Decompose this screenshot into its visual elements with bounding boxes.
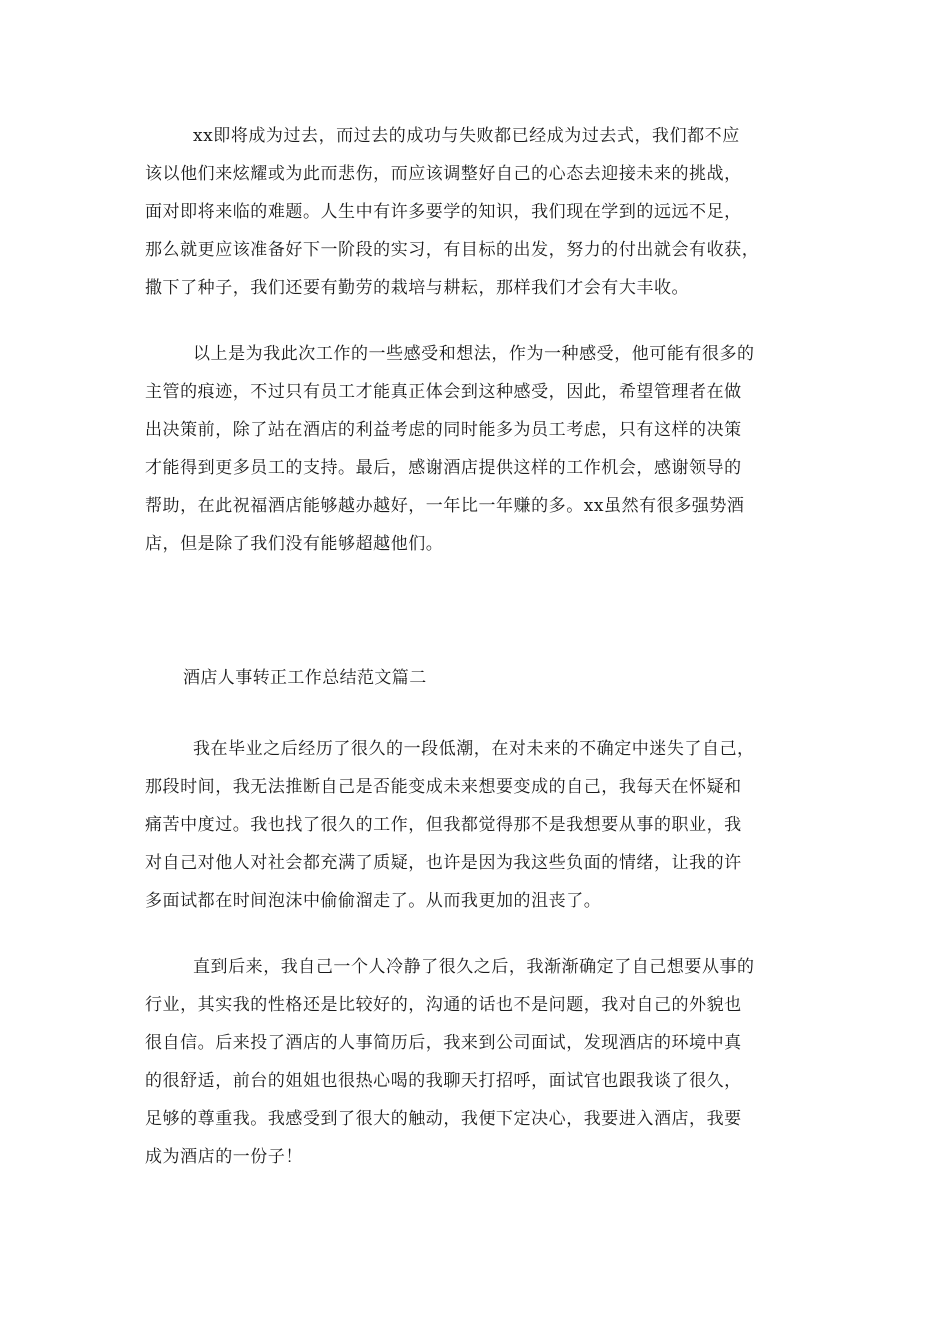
paragraph-line: 直到后来，我自己一个人冷静了很久之后，我渐渐确定了自己想要从事的	[193, 957, 755, 977]
paragraph-line: xx即将成为过去，而过去的成功与失败都已经成为过去式，我们都不应	[193, 126, 740, 146]
paragraph-line: 痛苦中度过。我也找了很久的工作，但我都觉得那不是我想要从事的职业，我	[145, 815, 742, 835]
paragraph-line: 店，但是除了我们没有能够超越他们。	[145, 534, 444, 554]
paragraph-line: 成为酒店的一份子！	[145, 1147, 303, 1167]
paragraph-line: 我在毕业之后经历了很久的一段低潮，在对未来的不确定中迷失了自己，	[193, 739, 755, 759]
paragraph-line: 主管的痕迹，不过只有员工才能真正体会到这种感受，因此，希望管理者在做	[145, 382, 742, 402]
paragraph-line: 出决策前，除了站在酒店的利益考虑的同时能多为员工考虑，只有这样的决策	[145, 420, 742, 440]
paragraph-line: 面对即将来临的难题。人生中有许多要学的知识，我们现在学到的远远不足，	[145, 202, 742, 222]
paragraph-line: 撒下了种子，我们还要有勤劳的栽培与耕耘，那样我们才会有大丰收。	[145, 278, 690, 298]
paragraph-line: 以上是为我此次工作的一些感受和想法，作为一种感受，他可能有很多的	[193, 344, 755, 364]
paragraph-line: 对自己对他人对社会都充满了质疑，也许是因为我这些负面的情绪，让我的许	[145, 853, 742, 873]
paragraph-line: 那么就更应该准备好下一阶段的实习，有目标的出发，努力的付出就会有收获，	[145, 240, 760, 260]
paragraph-line: 足够的尊重我。我感受到了很大的触动，我便下定决心，我要进入酒店，我要	[145, 1109, 742, 1129]
section-title: 酒店人事转正工作总结范文篇二	[183, 668, 427, 688]
paragraph-line: 多面试都在时间泡沫中偷偷溜走了。从而我更加的沮丧了。	[145, 891, 602, 911]
paragraph-line: 帮助，在此祝福酒店能够越办越好，一年比一年赚的多。xx虽然有很多强势酒	[145, 496, 745, 516]
paragraph-line: 该以他们来炫耀或为此而悲伤，而应该调整好自己的心态去迎接未来的挑战，	[145, 164, 742, 184]
paragraph-line: 行业，其实我的性格还是比较好的，沟通的话也不是问题，我对自己的外貌也	[145, 995, 742, 1015]
paragraph-line: 才能得到更多员工的支持。最后，感谢酒店提供这样的工作机会，感谢领导的	[145, 458, 742, 478]
paragraph-line: 很自信。后来投了酒店的人事简历后，我来到公司面试，发现酒店的环境中真	[145, 1033, 742, 1053]
paragraph-line: 的很舒适，前台的姐姐也很热心喝的我聊天打招呼，面试官也跟我谈了很久，	[145, 1071, 742, 1091]
paragraph-line: 那段时间，我无法推断自己是否能变成未来想要变成的自己，我每天在怀疑和	[145, 777, 742, 797]
